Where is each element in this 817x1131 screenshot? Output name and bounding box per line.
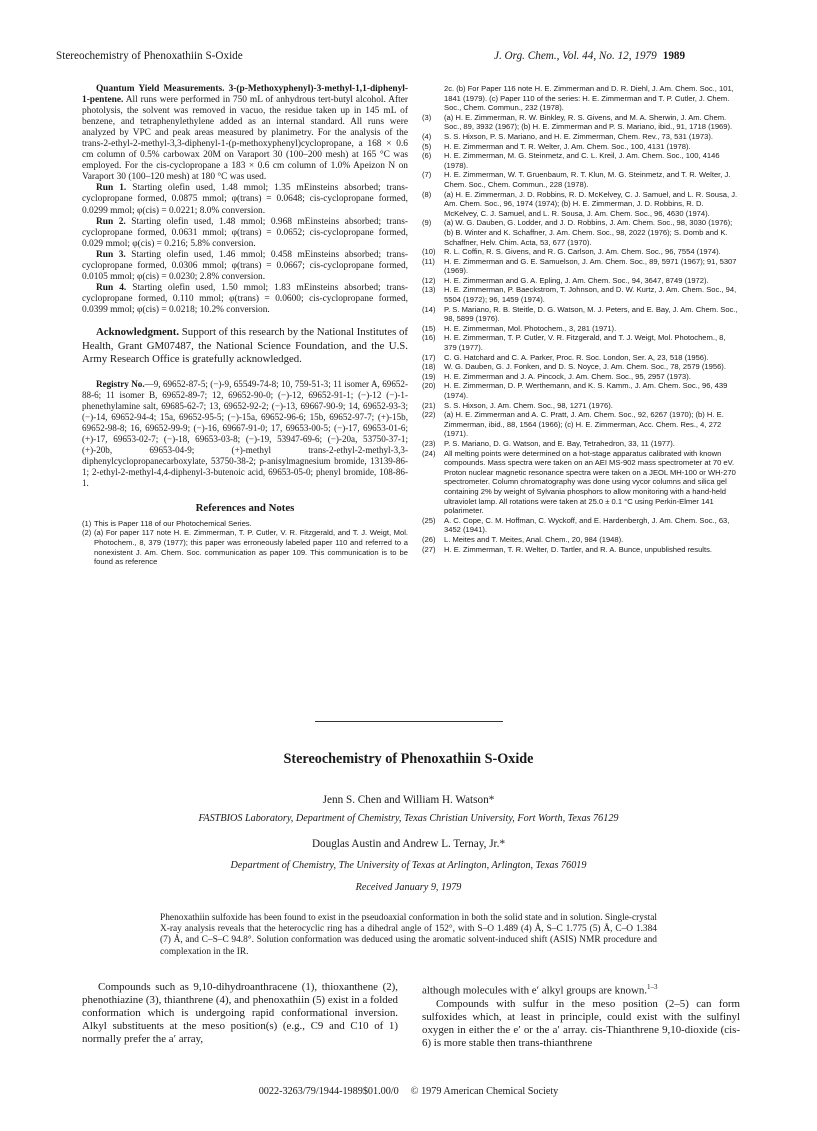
reference-item (422, 257, 740, 276)
reference-text: H. E. Zimmerman and G. E. Samuelson, J. Am. Chem. Soc., 89, 5971 (1967); 91, 5307 (1969). (444, 256, 737, 276)
reference-item (422, 535, 740, 545)
registry-paragraph (82, 379, 408, 489)
reference-item (422, 353, 740, 363)
page-footer (0, 1086, 817, 1097)
reference-item (422, 372, 740, 382)
run-2-text: Starting olefin used, 1.48 mmol; 0.968 mEinsteins absorbed; trans-cyclopropane formed, 0.0631 mmol; φ(trans) = 0.0652; cis-cyclopropane formed, 0.029 mmol; φ(cis) = 0.216; 5.8% conversion. (82, 216, 408, 249)
reference-number: (7) (422, 170, 432, 180)
reference-text: (a) For paper 117 note H. E. Zimmerman, T. P. Cutler, V. R. Fitzgerald, and T. J. Weigt, Mol. Photochem., 8, 379 (1977); this paper was erroneously labeled paper 110 and referred to a nonexistent J. Am. Chem. Soc. communication as paper 109. This communication is to be found as reference (94, 528, 408, 567)
reference-item (422, 142, 740, 152)
reference-text: S. S. Hixson, J. Am. Chem. Soc., 98, 1271 (1976). (444, 400, 613, 410)
reference-text: H. E. Zimmerman, M. G. Steinmetz, and C. L. Kreil, J. Am. Chem. Soc., 100, 4146 (1978). (444, 151, 720, 170)
reference-2 (82, 528, 408, 566)
reference-item (422, 305, 740, 324)
reference-number: (3) (422, 112, 432, 122)
reference-item (422, 170, 740, 189)
reference-number: (21) (422, 400, 436, 410)
references-heading: References and Notes (195, 501, 295, 514)
reference-item (422, 362, 740, 372)
reference-text: S. S. Hixson, P. S. Mariano, and H. E. Zimmerman, Chem. Rev., 73, 531 (1973). (444, 131, 713, 141)
reference-number: (2) (82, 528, 92, 538)
reference-text: H. E. Zimmerman and J. A. Pincock, J. Am. Chem. Soc., 95, 2957 (1973). (444, 371, 691, 381)
page-number: 1989 (662, 50, 686, 62)
run-1-text: Starting olefin used, 1.48 mmol; 1.35 mEinsteins absorbed; trans-cyclopropane formed, 0.0875 mmol; φ(trans) = 0.0648; cis-cyclopropane formed, 0.0299 mmol; φ(cis) = 0.0221; 8.0% conversion. (82, 183, 408, 216)
reference-text: H. E. Zimmerman, T. P. Cutler, V. R. Fitzgerald, and T. J. Weigt, Mol. Photochem., 8, 379 (1977). (444, 333, 726, 353)
run-3-paragraph (82, 250, 408, 283)
reference-item (422, 545, 740, 555)
received-date: Received January 9, 1979 (355, 882, 462, 893)
reference-text: H. E. Zimmerman, W. T. Gruenbaum, R. T. Klun, M. G. Steinmetz, and T. R. Welter, J. Chem. Soc., Chem. Commun., 228 (1978). (444, 170, 731, 189)
reference-text: (a) W. G. Dauben, G. Lodder, and J. D. Robbins, J. Am. Chem. Soc., 98, 3030 (1976); (b) B. Winter and K. Schaffner, J. Am. Chem. Soc., 98, 2022 (1976); S. Domb and K. Schaffner, Helv. Chim. Acta, 53, 677 (1970). (444, 218, 733, 247)
reference-text: H. E. Zimmerman, P. Baeckstrom, T. Johnson, and D. W. Kurtz, J. Am. Chem. Soc., 94, 5504 (1972); 96, 1459 (1974). (444, 285, 737, 305)
reference-item (422, 410, 740, 439)
reference-item (422, 516, 740, 535)
reference-text: (a) H. E. Zimmerman, J. D. Robbins, R. D. McKelvey, C. J. Samuel, and L. R. Sousa, J. Am. Chem. Soc., 96, 1974 (1974); (b) H. E. Zimmerman, J. D. Robbins, R. D. McKelvey, C. J. Samuel, and L. R. Sousa, J. Am. Chem. Soc., 96, 4630 (1974). (444, 189, 738, 218)
reference-number: (8) (422, 189, 432, 199)
reference-number: (1) (82, 518, 92, 528)
quantum-yield-paragraph (82, 84, 408, 183)
reference-number: (20) (422, 381, 436, 391)
reference-item (422, 439, 740, 449)
reference-number: (22) (422, 410, 436, 420)
reference-item (422, 285, 740, 304)
body-right-line (422, 981, 740, 998)
running-header-journal (494, 50, 685, 62)
reference-item (422, 381, 740, 400)
reference-number: (27) (422, 544, 436, 554)
reference-text: (a) H. E. Zimmerman, R. W. Binkley, R. S. Givens, and M. A. Sherwin, J. Am. Chem. Soc., 89, 3932 (1967); (b) H. E. Zimmerman and P. S. Mariano, ibid., 91, 1718 (1969). (444, 112, 733, 132)
reference-number: (15) (422, 323, 436, 333)
reference-number: (4) (422, 131, 432, 141)
reference-item (422, 333, 740, 352)
reference-item (422, 190, 740, 219)
reference-number: (6) (422, 151, 432, 161)
run-1-paragraph (82, 183, 408, 216)
reference-item (422, 276, 740, 286)
reference-text: C. G. Hatchard and C. A. Parker, Proc. R. Soc. London, Ser. A, 23, 518 (1956). (444, 352, 709, 362)
reference-number: (14) (422, 304, 436, 314)
run-1-label: Run 1. (96, 183, 127, 194)
reference-item (422, 401, 740, 411)
body-right-paragraph: Compounds with sulfur in the meso position (2–5) can form sulfoxides which, at least in principle, could exist with the sulfinyl oxygen in either the e′ or the a′ array. cis-Thianthrene 9,10-dioxide (cis-6) is more stable then trans-thianthrene (422, 997, 740, 1049)
reference-text: (a) H. E. Zimmerman and A. C. Pratt, J. Am. Chem. Soc., 92, 6267 (1970); (b) H. E. Zimmerman, ibid., 88, 1564 (1966); (c) H. E. Zimmerman, Acc. Chem. Res., 4, 272 (1971). (444, 410, 724, 439)
reference-item (422, 247, 740, 257)
reference-text: H. E. Zimmerman and G. A. Epling, J. Am. Chem. Soc., 94, 3647, 8749 (1972). (444, 275, 709, 285)
reference-item (422, 84, 740, 113)
reference-text: H. E. Zimmerman, D. P. Werthemann, and K. S. Kamm., J. Am. Chem. Soc., 96, 439 (1974). (444, 381, 728, 400)
reference-number: (26) (422, 534, 436, 544)
journal-citation: J. Org. Chem., Vol. 44, No. 12, 1979 (494, 50, 657, 62)
reference-item (422, 113, 740, 132)
reference-text: H. E. Zimmerman, Mol. Photochem., 3, 281 (1971). (444, 323, 617, 333)
reference-text: L. Meites and T. Meites, Anal. Chem., 20, 984 (1948). (444, 534, 624, 544)
reference-text: All melting points were determined on a hot-stage apparatus calibrated with known compounds. Mass spectra were taken on an AEI MS-902 mass spectrometer at 70 eV. Proton nuclear magnetic resonance spectra were taken on a JEOL MH-100 or WH-270 spectrometer. Column chromatography was done using vycor columns and silica gel containing 2% by weight of Sylvania phosphors to allow monitoring with a hand-held ultraviolet lamp. All rotations were taken at 25.0 ± 0.1 °C using Perkin-Elmer 141 polarimeter. (444, 448, 736, 516)
reference-text: A. C. Cope, C. M. Hoffman, C. Wyckoff, and E. Hardenbergh, J. Am. Chem. Soc., 63, 3452 (1941). (444, 515, 730, 535)
acknowledgment-text: Support of this research by the National Institutes of Health, Grant GM07487, the National Science Foundation, and the U.S. Army Research Office is gratefully acknowledged. (82, 325, 408, 366)
registry-label: Registry No. (96, 378, 145, 389)
reference-item (422, 324, 740, 334)
right-column-references (422, 84, 740, 554)
reference-item (422, 151, 740, 170)
reference-text: P. S. Mariano, R. B. Steitle, D. G. Watson, M. J. Peters, and E. Bay, J. Am. Chem. Soc., 98, 5899 (1976). (444, 304, 738, 324)
affiliation-1: FASTBIOS Laboratory, Department of Chemistry, Texas Christian University, Fort Worth, Texas 76129 (198, 813, 619, 824)
doc-code: 0022-3263/79/1944-1989$01.00/0 (258, 1086, 399, 1097)
left-references (82, 519, 408, 567)
reference-text: H. E. Zimmerman and T. R. Welter, J. Am. Chem. Soc., 100, 4131 (1978). (444, 141, 691, 151)
quantum-yield-heading: Quantum Yield Measurements. 3-(p-Methoxyphenyl)-3-methyl-1,1-diphenyl-1-pentene. (82, 84, 408, 106)
acknowledgment-paragraph (82, 326, 408, 367)
reference-text: This is Paper 118 of our Photochemical Series. (94, 518, 252, 528)
reference-number: (5) (422, 141, 432, 151)
reference-text: H. E. Zimmerman, T. R. Welter, D. Tartler, and R. A. Bunce, unpublished results. (444, 544, 712, 554)
reference-item (422, 449, 740, 516)
run-3-label: Run 3. (96, 249, 126, 260)
body-right-column (422, 981, 740, 1050)
running-header-title: Stereochemistry of Phenoxathiin S-Oxide (56, 50, 243, 62)
reference-number: (10) (422, 247, 436, 257)
reference-text: R. L. Coffin, R. S. Givens, and R. G. Carlson, J. Am. Chem. Soc., 96, 7554 (1974). (444, 247, 721, 257)
run-2-paragraph (82, 217, 408, 250)
reference-number: (18) (422, 362, 436, 372)
reference-number: (19) (422, 371, 436, 381)
run-3-text: Starting olefin used, 1.46 mmol; 0.458 mEinsteins absorbed; trans-cyclopropane formed, 0.0306 mmol; φ(trans) = 0.0667; cis-cyclopropane formed, 0.0105 mmol; φ(cis) = 0.0230; 2.8% conversion. (82, 249, 408, 282)
reference-number: (16) (422, 333, 436, 343)
reference-number: (25) (422, 515, 436, 525)
affiliation-2: Department of Chemistry, The University of Texas at Arlington, Arlington, Texas 76019 (230, 860, 587, 871)
abstract: Phenoxathiin sulfoxide has been found to exist in the pseudoaxial conformation in both the solid state and in solution. Single-crystal X-ray analysis reveals that the heterocyclic ring has a dihedral angle of 152°, with S–O 1.489 (4) Å, S–C 1.775 (5) Å, C–O 1.384 (7) Å, and C–S–C 94.8°. Solution conformation was deduced using the aromatic solvent-induced shift (ASIS) NMR procedure and complexation in the IR. (160, 913, 657, 957)
left-column (82, 84, 408, 567)
reference-number: (9) (422, 218, 432, 228)
run-4-label: Run 4. (96, 282, 127, 293)
reference-number: (11) (422, 256, 435, 266)
quantum-yield-text: All runs were performed in 750 mL of anhydrous tert-butyl alcohol. After photolysis, the solvent was removed in vacuo, the residue taken up in 145 mL of benzene, and tetraphenylethylene added as an internal standard. All runs were analyzed by VPC and peak areas measured by planimetry. For the analysis of the trans-2-ethyl-2-methyl-3,3-diphenyl-1-(p-methoxyphenyl)cyclopropane, a 168 × 0.6 cm column of 0.5% carbowax 20M on Varaport 30 (100–200 mesh) at 165 °C was employed. For the cis-cyclopropane a 183 × 0.6 cm column of 1.0% Apeizon N on Varaport 30 (100–120 mesh) at 180 °C was used. (82, 95, 408, 183)
section-divider (315, 721, 503, 722)
reference-number: (24) (422, 448, 436, 458)
run-4-paragraph (82, 283, 408, 316)
registry-text: —9, 69652-87-5; (−)-9, 65549-74-8; 10, 759-51-3; 11 isomer A, 69652-88-6; 11 isomer B, 69652-89-7; 12, 69652-90-0; (−)-12, 69652-91-1; (−)-12 (−)-1-phenethylamine salt, 69685-62-7; 13, 69652-92-2; (−)-13, 69667-90-9; 14, 69652-93-3; (−)-14, 69652-94-4; 15a, 69652-95-5; (−)-15a, 69652-96-6; 15b, 69652-97-7; (+)-15b, 69652-98-8; 16, 69652-99-9; (−)-16, 69667-91-0; 17, 69653-00-5; (−)-17, 69653-01-6; (+)-17, 69653-02-7; (−)-18, 69653-03-8; (−)-19, 53947-69-6; (−)-20a, 53750-37-1; (+)-20b, 69653-04-9; (+)-methyl trans-2-ethyl-2-methyl-3,3-diphenylcyclopropanecarboxylate, 53750-38-2; p-anisylmagnesium bromide, 13139-86-1; 2-ethyl-2-methyl-4,4-diphenyl-3-butenoic acid, 69653-05-0; phenyl bromide, 108-86-1. (82, 378, 408, 488)
reference-number: (23) (422, 438, 436, 448)
reference-number: (17) (422, 352, 436, 362)
reference-text: W. G. Dauben, G. J. Fonken, and D. S. Noyce, J. Am. Chem. Soc., 78, 2579 (1956). (444, 362, 726, 372)
reference-number: (12) (422, 275, 436, 285)
copyright: © 1979 American Chemical Society (410, 1086, 559, 1097)
authors-group-1: Jenn S. Chen and William H. Watson* (322, 794, 495, 806)
reference-item (422, 132, 740, 142)
authors-group-2: Douglas Austin and Andrew L. Ternay, Jr.* (311, 838, 506, 850)
article-title: Stereochemistry of Phenoxathiin S-Oxide (283, 751, 534, 767)
run-2-label: Run 2. (96, 216, 126, 227)
run-4-text: Starting olefin used, 1.50 mmol; 1.83 mEinsteins absorbed; trans-cyclopropane formed, 0.110 mmol; φ(trans) = 0.0600; cis-cyclopropane formed, 0.0399 mmol; φ(cis) = 0.0218; 10.2% conversion. (82, 282, 408, 315)
reference-text: P. S. Mariano, D. G. Watson, and E. Bay, Tetrahedron, 33, 11 (1977). (444, 438, 675, 448)
reference-1 (82, 519, 408, 529)
reference-item (422, 218, 740, 247)
reference-number: (13) (422, 285, 436, 295)
body-right-text-1: although molecules with e′ alkyl groups are known. (422, 984, 647, 997)
acknowledgment-label: Acknowledgment. (96, 325, 180, 338)
reference-text: 2c. (b) For Paper 116 note H. E. Zimmerman and D. R. Diehl, J. Am. Chem. Soc., 101, 1841 (1979). (c) Paper 110 of the series: H. E. Zimmerman and T. P. Cutler, J. Chem. Soc., Chem. Commun., 232 (1978). (444, 84, 734, 113)
body-left-paragraph: Compounds such as 9,10-dihydroanthracene (1), thioxanthene (2), phenothiazine (3), thianthrene (4), and phenoxathiin (5) exist in a folded conformation which is undergoing rapid conformational inversion. Alkyl substituents at the meso position(s) (e.g., C9 and C10 of 1) normally prefer the a′ array, (82, 981, 398, 1046)
citation-superscript: 1–3 (647, 983, 658, 991)
